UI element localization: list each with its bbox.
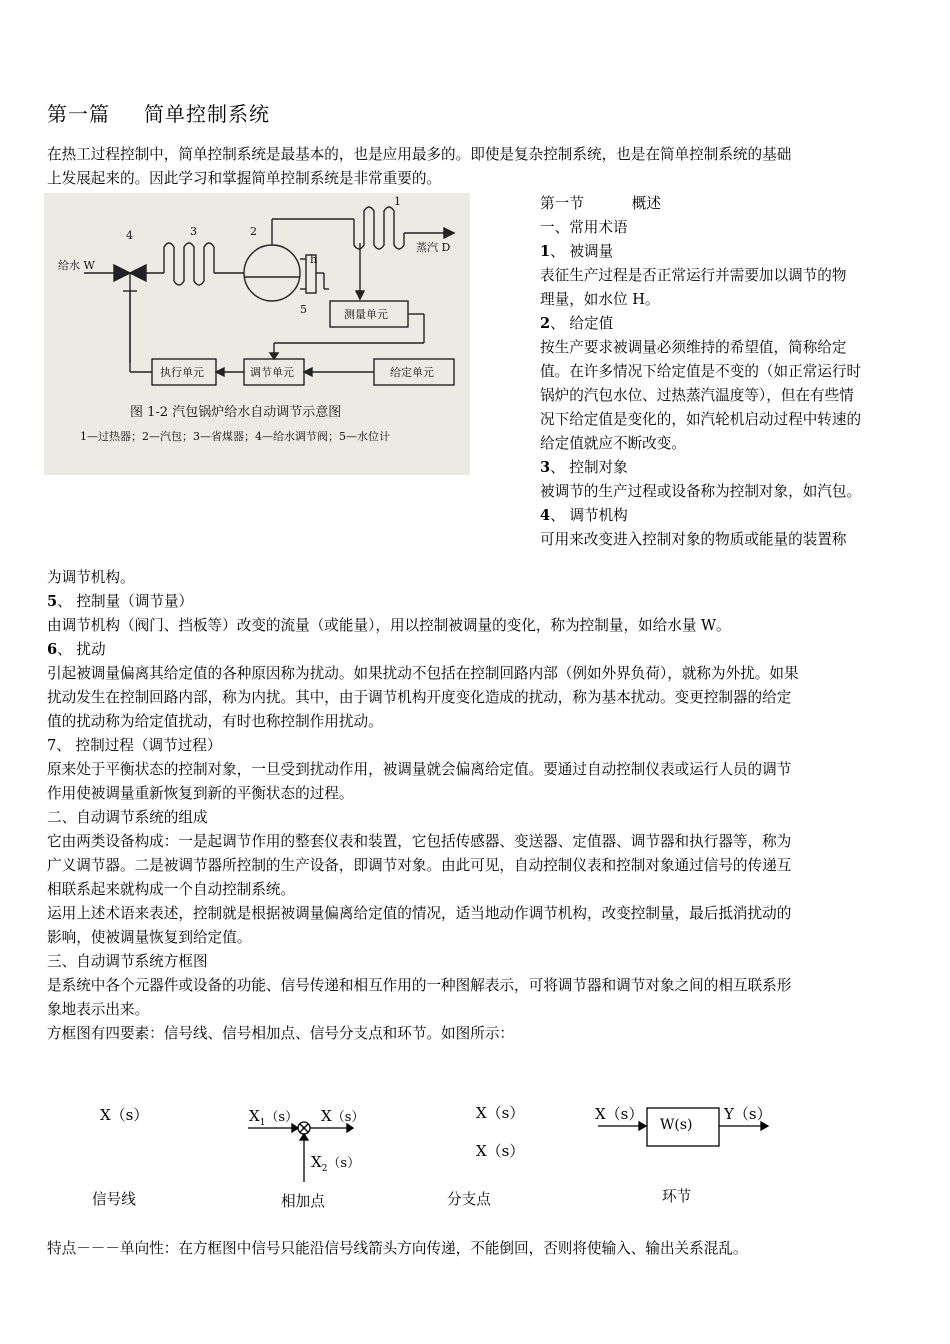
label-1: 1 (394, 195, 401, 208)
section2-text: 相联系起来就构成一个自动控制系统。 (47, 881, 296, 898)
intro-paragraph (47, 143, 909, 191)
term-heading: 6、 扰动 (47, 641, 106, 658)
element-block-label: W(s) (660, 1117, 693, 1133)
term-heading: 1、 被调量 (540, 243, 614, 260)
branch-top-label: X（s） (476, 1104, 525, 1122)
term-text: 锅炉的汽包水位、过热蒸汽温度等），但在有些情 (540, 387, 854, 404)
label-3: 3 (190, 225, 197, 238)
term-heading: 7、 控制过程（调节过程） (47, 737, 222, 754)
term-text: 况下给定值是变化的，如汽轮机启动过程中转速的 (540, 411, 862, 428)
element-input-label: X（s） (595, 1105, 644, 1123)
actuator-unit-label: 执行单元 (160, 366, 204, 379)
steam-label: 蒸汽 D (416, 241, 451, 254)
term-text: 理量，如水位 H。 (540, 291, 660, 308)
feature-text: 特点－－－单向性：在方框图中信号只能沿信号线箭头方向传递，不能倒回，否则将使输入、输出关系混乱。 (47, 1240, 748, 1257)
term-text: 为调节机构。 (47, 569, 135, 586)
section2-heading: 二、自动调节系统的组成 (47, 809, 208, 826)
term-text: 表征生产过程是否正常运行并需要加以调节的物 (540, 267, 847, 284)
section2-text: 影响，使被调量恢复到给定值。 (47, 929, 252, 946)
signal-line-caption: 信号线 (92, 1191, 136, 1208)
regulator-unit-label: 调节单元 (250, 366, 294, 379)
sum-x-label: X（s） (321, 1107, 365, 1125)
term-heading: 3、 控制对象 (540, 459, 628, 476)
term-text: 扰动发生在控制回路内部，称为内扰。其中，由于调节机构开度变化造成的扰动，称为基本扰动。变更控制器的给定 (47, 689, 792, 706)
sum-point-caption: 相加点 (281, 1193, 325, 1210)
boiler-diagram (44, 193, 470, 475)
sum-x2-label: $X_2(s)$ (311, 1153, 361, 1174)
setpoint-unit-label: 给定单元 (390, 366, 434, 379)
intro-line: 上发展起来的。因此学习和掌握简单控制系统是非常重要的。 (47, 170, 442, 187)
lower-text (47, 566, 909, 1046)
signal-line-label: X（s） (100, 1106, 149, 1124)
branch-bottom-label: X（s） (476, 1142, 525, 1160)
term-text: 引起被调量偏离其给定值的各种原因称为扰动。如果扰动不包括在控制回路内部（例如外界负荷），就称为外扰。如果 (47, 665, 799, 682)
subheading: 一、常用术语 (540, 219, 628, 236)
section3-text: 象地表示出来。 (47, 1001, 150, 1018)
term-heading: 4、 调节机构 (540, 507, 628, 524)
term-text: 按生产要求被调量必须维持的希望值，简称给定 (540, 339, 847, 356)
term-text: 值。在许多情况下给定值是不变的（如正常运行时 (540, 363, 862, 380)
section1-column (540, 192, 910, 552)
term-text: 原来处于平衡状态的控制对象，一旦受到扰动作用，被调量就会偏离给定值。要通过自动控制仪表或运行人员的调节 (47, 761, 792, 778)
section1-heading (540, 192, 910, 216)
label-5: 5 (300, 303, 307, 316)
element-caption: 环节 (662, 1188, 692, 1205)
page-title (47, 98, 270, 127)
section3-heading: 三、自动调节系统方框图 (47, 953, 208, 970)
feedwater-label: 给水 W (58, 259, 95, 272)
figure-caption: 图 1-2 汽包锅炉给水自动调节示意图 (130, 405, 342, 420)
intro-line: 在热工过程控制中，简单控制系统是最基本的，也是应用最多的。即使是复杂控制系统，也是在简单控制系统的基础 (47, 146, 792, 163)
figure-legend: 1—过热器；2—汽包；3—省煤器；4—给水调节阀；5—水位计 (80, 430, 390, 443)
term-text: 被调节的生产过程或设备称为控制对象，如汽包。 (540, 483, 862, 500)
section3-text: 是系统中各个元器件或设备的功能、信号传递和相互作用的一种图解表示，可将调节器和调节对象之间的相互联系形 (47, 977, 792, 994)
branch-point-caption: 分支点 (447, 1191, 491, 1208)
sum-x1-label: $X_1(s)$ (249, 1107, 299, 1128)
term-heading: 2、 给定值 (540, 315, 614, 332)
term-heading: 5、 控制量（调节量） (47, 593, 194, 610)
section-number: 第一节 (540, 195, 584, 212)
term-text: 可用来改变进入控制对象的物质或能量的装置称 (540, 531, 847, 548)
section3-text: 方框图有四要素：信号线、信号相加点、信号分支点和环节。如图所示： (47, 1025, 515, 1042)
part-name: 简单控制系统 (144, 102, 270, 126)
label-2: 2 (250, 225, 257, 238)
section2-text: 广义调节器。二是被调节器所控制的生产设备，即调节对象。由此可见，自动控制仪表和控制对象通过信号的传递互 (47, 857, 792, 874)
part-label: 第一篇 (47, 102, 110, 126)
section2-text: 它由两类设备构成：一是起调节作用的整套仪表和装置，它包括传感器、变送器、定值器、调节器和执行器等，称为 (47, 833, 792, 850)
label-4: 4 (126, 229, 133, 242)
label-h: h (310, 253, 318, 266)
term-text: 给定值就应不断改变。 (540, 435, 686, 452)
boiler-feedwater-figure (44, 193, 470, 475)
term-text: 值的扰动称为给定值扰动，有时也称控制作用扰动。 (47, 713, 383, 730)
term-text: 作用使被调量重新恢复到新的平衡状态的过程。 (47, 785, 354, 802)
section-name: 概述 (631, 195, 661, 212)
section2-text: 运用上述术语来表述，控制就是根据被调量偏离给定值的情况，适当地动作调节机构，改变控制量，最后抵消扰动的 (47, 905, 792, 922)
sum-point-lines (240, 1110, 380, 1190)
term-text: 由调节机构（阀门、挡板等）改变的流量（或能量），用以控制被调量的变化，称为控制量，如给水量 W。 (47, 617, 731, 634)
element-output-label: Y（s） (724, 1105, 772, 1123)
measure-unit-label: 测量单元 (344, 308, 388, 321)
